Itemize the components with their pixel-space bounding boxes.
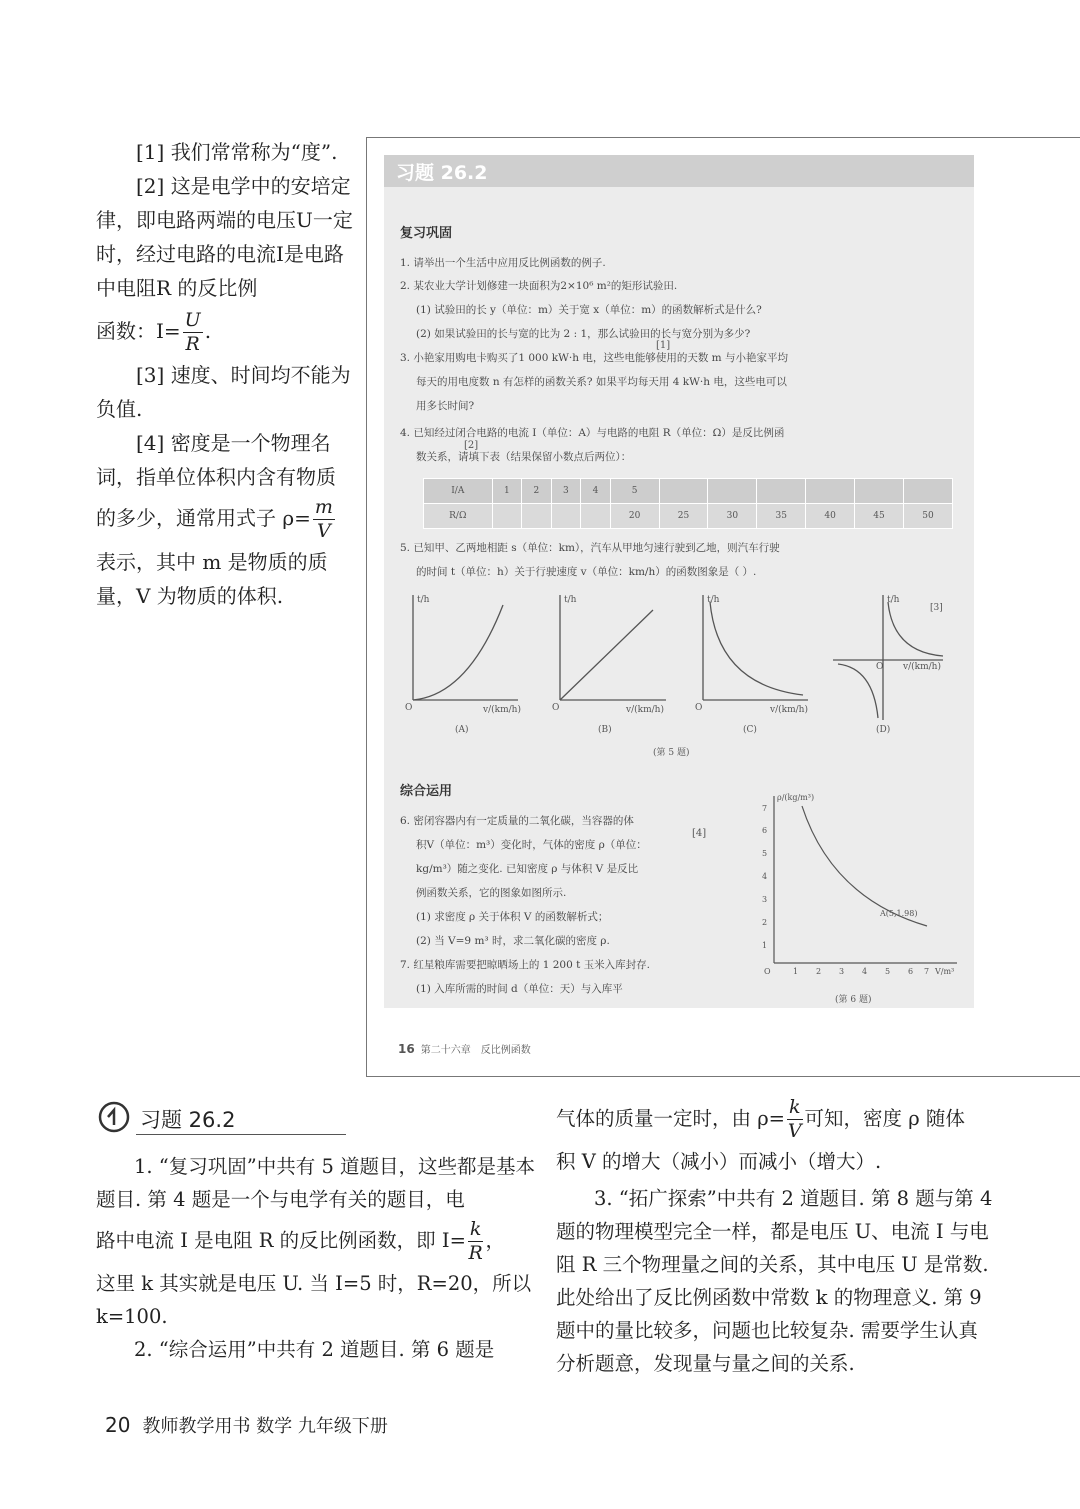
question-2b: (2) 如果试验田的长与宽的比为 2 : 1，那么试验田的长与宽分别为多少? <box>416 328 751 340</box>
y-tick: 1 <box>762 941 768 950</box>
question-3a: 3. 小艳家用购电卡购买了1 000 kW·h 电，这些电能够使用的天数 m 与小艳家平均 <box>400 352 788 364</box>
question-6a: 6. 密闭容器内有一定质量的二氧化碳，当容器的体 <box>400 815 634 827</box>
density-graph <box>752 788 962 983</box>
question-6b: 积V（单位：m³）变化时，气体的密度 ρ（单位： <box>416 839 647 851</box>
k-over-r-fraction: $\frac{k}{R}$ <box>468 1218 483 1264</box>
question-3b: 每天的用电度数 n 有怎样的函数关系? 如果平均每天用 4 kW·h 电，这些电可以 <box>416 376 787 388</box>
question-1: 1. 请举出一个生活中应用反比例函数的例子. <box>400 257 606 269</box>
question-6e: (1) 求密度 ρ 关于体积 V 的函数解析式； <box>416 911 609 923</box>
x-tick: 4 <box>862 967 868 976</box>
x-tick: 7 <box>924 967 930 976</box>
k-over-v-fraction: $\frac{k}{V}$ <box>787 1096 802 1142</box>
option-b: (B) <box>598 725 612 735</box>
question-7b: (1) 入库所需的时间 d（单位：天）与入库平 <box>416 983 623 995</box>
ref-1: [1] <box>656 340 671 351</box>
graph-d-v-label: v/(km/h) <box>903 662 941 672</box>
question-4a: 4. 已知经过闭合电路的电流 I（单位：A）与电路的电阻 R（单位：Ω）是反比例函 <box>400 427 785 439</box>
question-7a: 7. 红星粮库需要把晾晒场上的 1 200 t 玉米入库封存. <box>400 959 650 971</box>
note-1: [1] 我们常常称为“度”. <box>136 140 338 164</box>
fig6-caption: (第 6 题) <box>835 995 872 1005</box>
graph-options <box>398 590 958 740</box>
option-a: (A) <box>455 725 469 735</box>
y-tick: 6 <box>762 826 768 835</box>
question-4b: 数关系，请填下表（结果保留小数点后两位）： <box>416 451 632 463</box>
graph-d-origin: O <box>876 662 884 672</box>
density-origin: O <box>764 967 771 976</box>
graph-a-origin: O <box>405 703 413 713</box>
graph-b-v-label: v/(km/h) <box>626 705 664 715</box>
graph-b-origin: O <box>552 703 560 713</box>
para-1: 1. “复习巩固”中共有 5 道题目，这些都是基本题目. 第 4 题是一个与电学有关的题目，电 <box>96 1155 536 1211</box>
x-tick: 5 <box>885 967 891 976</box>
question-6c: kg/m³）随之变化. 已知密度 ρ 与体积 V 是反比 <box>416 863 639 875</box>
right-column <box>556 1098 996 1380</box>
y-tick: 7 <box>762 804 768 813</box>
graph-c-origin: O <box>695 703 703 713</box>
exercise-title: 习题 26.2 <box>96 1098 256 1136</box>
u-over-r-fraction: $\frac{U}{R}$ <box>184 309 201 355</box>
question-6f: (2) 当 V=9 m³ 时，求二氧化碳的密度 ρ. <box>416 935 610 947</box>
exercise-icon <box>96 1100 134 1134</box>
y-tick: 4 <box>762 872 768 881</box>
left-column <box>96 1150 536 1366</box>
graph-c-t-label: t/h <box>707 595 720 605</box>
current-resistance-table <box>423 478 953 529</box>
question-6d: 例函数关系，它的图象如图所示. <box>416 887 567 899</box>
x-tick: 2 <box>816 967 822 976</box>
page-footer <box>105 1412 388 1438</box>
graph-b-t-label: t/h <box>564 595 577 605</box>
graph-a-v-label: v/(km/h) <box>483 705 521 715</box>
option-c: (C) <box>743 725 757 735</box>
x-tick: 3 <box>839 967 845 976</box>
title-underline <box>136 1134 346 1135</box>
question-5a: 5. 已知甲、乙两地相距 s（单位：km），汽车从甲地匀速行驶到乙地，则汽车行驶 <box>400 542 780 554</box>
option-d: (D) <box>876 725 891 735</box>
question-2: 2. 某农业大学计划修建一块面积为2×10⁶ m²的矩形试验田. <box>400 280 678 292</box>
textbook-footer: 16 第二十六章 反比例函数 <box>398 1042 531 1056</box>
para-2-cont: 积 V 的增大（减小）而减小（增大）. <box>556 1150 882 1173</box>
m-over-v-fraction: $\frac{m}{V}$ <box>314 496 333 542</box>
question-3c: 用多长时间? <box>416 400 475 412</box>
x-tick: 1 <box>793 967 799 976</box>
table-row: R/Ω 20 25 30 35 40 45 50 <box>424 504 953 529</box>
ref-3: [3] <box>930 603 943 613</box>
page-number: 20 <box>105 1413 131 1437</box>
question-2a: (1) 试验田的长 y（单位：m）关于宽 x（单位：m）的函数解析式是什么? <box>416 304 762 316</box>
note-2-formula: 函数：I= $\frac{U}{R}$ . <box>96 309 212 355</box>
table-row: I/A 1 2 3 4 5 <box>424 479 953 504</box>
para-1-cont: 这里 k 其实就是电压 U. 当 I=5 时，R=20，所以 k=100. <box>96 1272 532 1328</box>
ref-2: [2] <box>464 440 479 451</box>
v-axis-label: V/m³ <box>935 967 955 976</box>
y-tick: 3 <box>762 895 768 904</box>
ref-4: [4] <box>692 828 707 839</box>
rho-axis-label: ρ/(kg/m³) <box>777 793 815 802</box>
y-tick: 5 <box>762 849 768 858</box>
margin-notes <box>96 135 354 613</box>
note-3: [3] 速度、时间均不能为负值. <box>96 363 351 421</box>
book-title: 教师教学用书 数学 九年级下册 <box>142 1416 388 1437</box>
point-a-label: A(5,1.98) <box>880 909 918 918</box>
fig5-caption: (第 5 题) <box>653 748 690 758</box>
note-4-formula: 的多少，通常用式子 ρ= $\frac{m}{V}$ <box>96 496 333 542</box>
graph-d-t-label: t/h <box>887 595 900 605</box>
section-review: 复习巩固 <box>400 226 453 241</box>
para-2-formula: 气体的质量一定时，由 ρ= $\frac{k}{V}$ 可知，密度 ρ 随体 <box>556 1096 965 1142</box>
section-apply: 综合运用 <box>400 784 453 799</box>
y-tick: 2 <box>762 918 768 927</box>
note-2: [2] 这是电学中的安培定律，即电路两端的电压U一定时，经过电路的电流I是电路中电阻R 的反比例 <box>96 174 353 300</box>
graph-a-t-label: t/h <box>417 595 430 605</box>
textbook-header: 习题 26.2 <box>384 155 974 187</box>
para-1-formula: 路中电流 I 是电阻 R 的反比例函数，即 I= $\frac{k}{R}$ ， <box>96 1218 505 1264</box>
x-tick: 6 <box>908 967 914 976</box>
note-4: [4] 密度是一个物理名词，指单位体积内含有物质 <box>96 431 336 489</box>
question-5b: 的时间 t（单位：h）关于行驶速度 v（单位：km/h）的函数图象是（ ）. <box>416 566 757 578</box>
note-4-cont: 表示，其中 m 是物质的质量，V 为物质的体积. <box>96 550 328 608</box>
graph-c-v-label: v/(km/h) <box>770 705 808 715</box>
para-3: 3. “拓广探索”中共有 2 道题目. 第 8 题与第 4 题的物理模型完全一样，都是电压 U、电流 I 与电阻 R 三个物理量之间的关系，其中电压 U 是常数. 此处给出了反比例函数中常数 k 的物理意义. 第 9 题中的量比较多，问题也比较复杂. 需要学生认真分析题意，发现量与量之间的关系. <box>556 1187 993 1375</box>
para-2: 2. “综合运用”中共有 2 道题目. 第 6 题是 <box>134 1338 495 1361</box>
